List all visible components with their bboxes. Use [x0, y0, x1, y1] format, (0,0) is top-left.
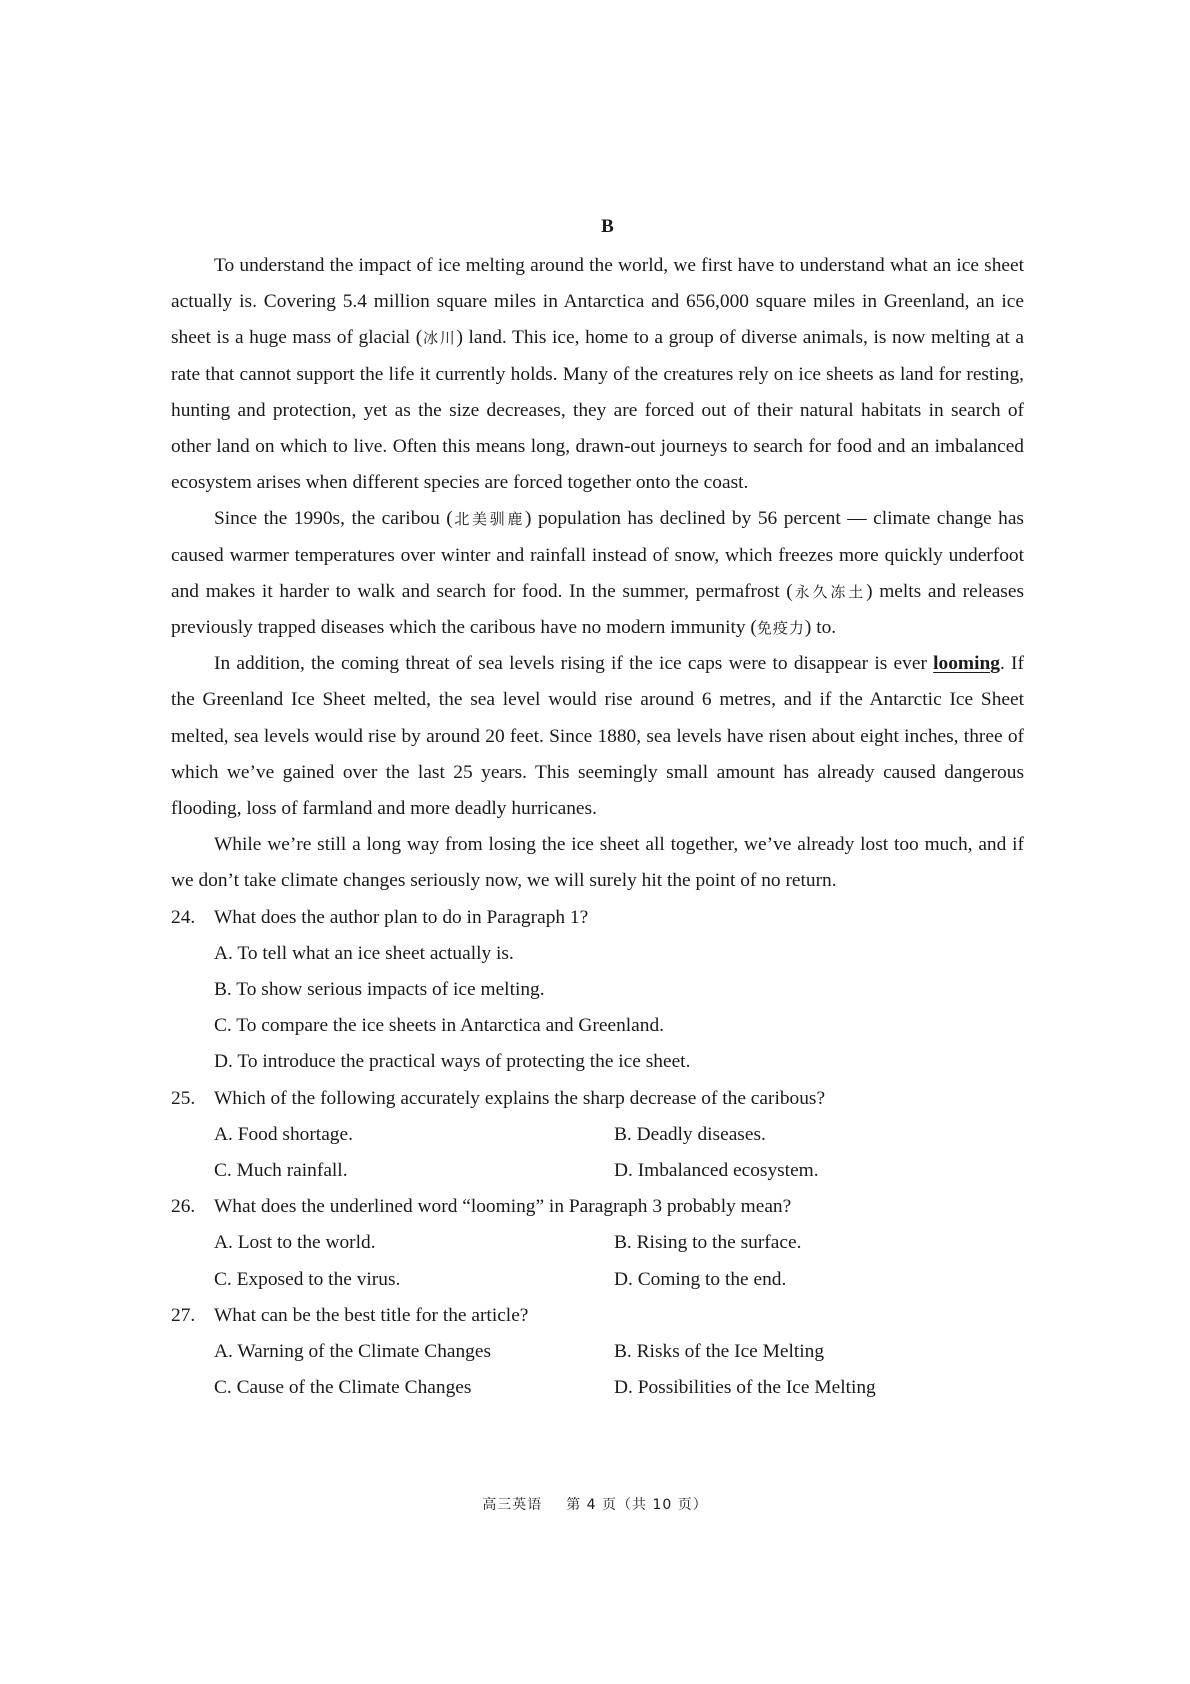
option: B. Rising to the surface. — [614, 1232, 802, 1254]
option: D. Coming to the end. — [614, 1268, 787, 1290]
question-stem — [171, 1298, 1024, 1334]
text-run: ) melts and releases previously trapped diseases which the caribous have no modern immunity ( — [171, 580, 1024, 639]
question-stem — [171, 900, 1024, 936]
question-27 — [171, 1298, 1024, 1407]
option: B. Risks of the Ice Melting — [614, 1341, 825, 1363]
paragraph-3 — [171, 646, 1024, 827]
question-number: 25. — [171, 1087, 196, 1109]
footer-page-number: 第 4 页（共 10 页） — [566, 1497, 708, 1513]
option: A. To tell what an ice sheet actually is. — [214, 942, 514, 964]
page-footer — [0, 1494, 1190, 1514]
chinese-gloss: 冰川 — [422, 329, 457, 348]
chinese-gloss: 永久冻土 — [792, 582, 867, 601]
option: B. To show serious impacts of ice melting. — [214, 979, 545, 1001]
chinese-gloss: 北美驯鹿 — [452, 510, 525, 529]
option: C. Exposed to the virus. — [214, 1268, 401, 1290]
text-run: ) population has declined by 56 percent — climate change has caused warmer temperatures over winter and rainfall instead of snow, which freezes more quickly underfoot and makes it harder to walk and search for food. In the summer, permafrost ( — [171, 508, 1024, 602]
question-number: 24. — [171, 906, 196, 928]
option: A. Lost to the world. — [214, 1232, 376, 1254]
question-stem — [171, 1189, 1024, 1225]
option: D. Imbalanced ecosystem. — [614, 1160, 819, 1182]
option: D. To introduce the practical ways of protecting the ice sheet. — [214, 1051, 691, 1073]
question-number: 27. — [171, 1304, 196, 1326]
text-run: Since the 1990s, the caribou ( — [214, 508, 453, 530]
question-25 — [171, 1081, 1024, 1190]
option: A. Food shortage. — [214, 1123, 353, 1145]
text-run: ) land. This ice, home to a group of diverse animals, is now melting at a rate that cannot support the life it currently holds. Many of the creatures rely on ice sheets as land for resting, hunting and protection, yet as the size decreases, they are forced out of their natural habitats in search of other land on which to live. Often this means long, drawn-out journeys to search for food and an imbalanced ecosystem arises when different species are forced together onto the coast. — [171, 327, 1024, 494]
section-heading: B — [601, 216, 614, 237]
option: C. Much rainfall. — [214, 1160, 348, 1182]
option: A. Warning of the Climate Changes — [214, 1341, 492, 1363]
option: C. To compare the ice sheets in Antarctica and Greenland. — [214, 1015, 665, 1037]
text-run: In addition, the coming threat of sea levels rising if the ice caps were to disappear is ever — [214, 653, 934, 675]
text-run: . If the Greenland Ice Sheet melted, the sea level would rise around 6 metres, and if the Antarctic Ice Sheet melted, sea levels would rise by around 20 feet. Since 1880, sea levels have risen about eight inches, three of which we’ve gained over the last 25 years. This seemingly small amount has already caused dangerous flooding, loss of farmland and more deadly hurricanes. — [171, 653, 1024, 820]
paragraph-2 — [171, 501, 1024, 646]
option-row — [171, 1117, 1024, 1153]
question-number: 26. — [171, 1196, 196, 1218]
option-row — [171, 1225, 1024, 1261]
option: B. Deadly diseases. — [614, 1123, 766, 1145]
exam-page — [171, 212, 1024, 1407]
paragraph-4: While we’re still a long way from losing the ice sheet all together, we’ve already lost too much, and if we don’t take climate changes seriously now, we will surely hit the point of no return. — [171, 834, 1024, 892]
option-row — [171, 1153, 1024, 1189]
option: D. Possibilities of the Ice Melting — [614, 1377, 876, 1399]
footer-subject: 高三英语 — [482, 1497, 543, 1513]
option-row — [171, 1262, 1024, 1298]
text-run: To understand the impact of ice melting around the world, we first have to understand what an ice sheet actually is. Covering 5.4 million square miles in Antarctica and 656,000 square miles in Greenland, an ice sheet is a huge mass of glacial ( — [171, 255, 1024, 349]
underlined-word: looming — [933, 653, 1000, 675]
text-run: ) to. — [804, 617, 837, 639]
question-text: What does the author plan to do in Paragraph 1? — [214, 906, 589, 928]
question-text: What can be the best title for the article? — [214, 1304, 529, 1326]
chinese-gloss: 免疫力 — [756, 619, 805, 638]
question-24 — [171, 900, 1024, 1081]
option-row — [171, 1370, 1024, 1406]
question-stem — [171, 1081, 1024, 1117]
question-text: What does the underlined word “looming” in Paragraph 3 probably mean? — [214, 1196, 792, 1218]
option: C. Cause of the Climate Changes — [214, 1377, 472, 1399]
question-text: Which of the following accurately explains the sharp decrease of the caribous? — [214, 1087, 826, 1109]
option-row — [171, 1334, 1024, 1370]
paragraph-1 — [171, 248, 1024, 501]
question-26 — [171, 1189, 1024, 1298]
